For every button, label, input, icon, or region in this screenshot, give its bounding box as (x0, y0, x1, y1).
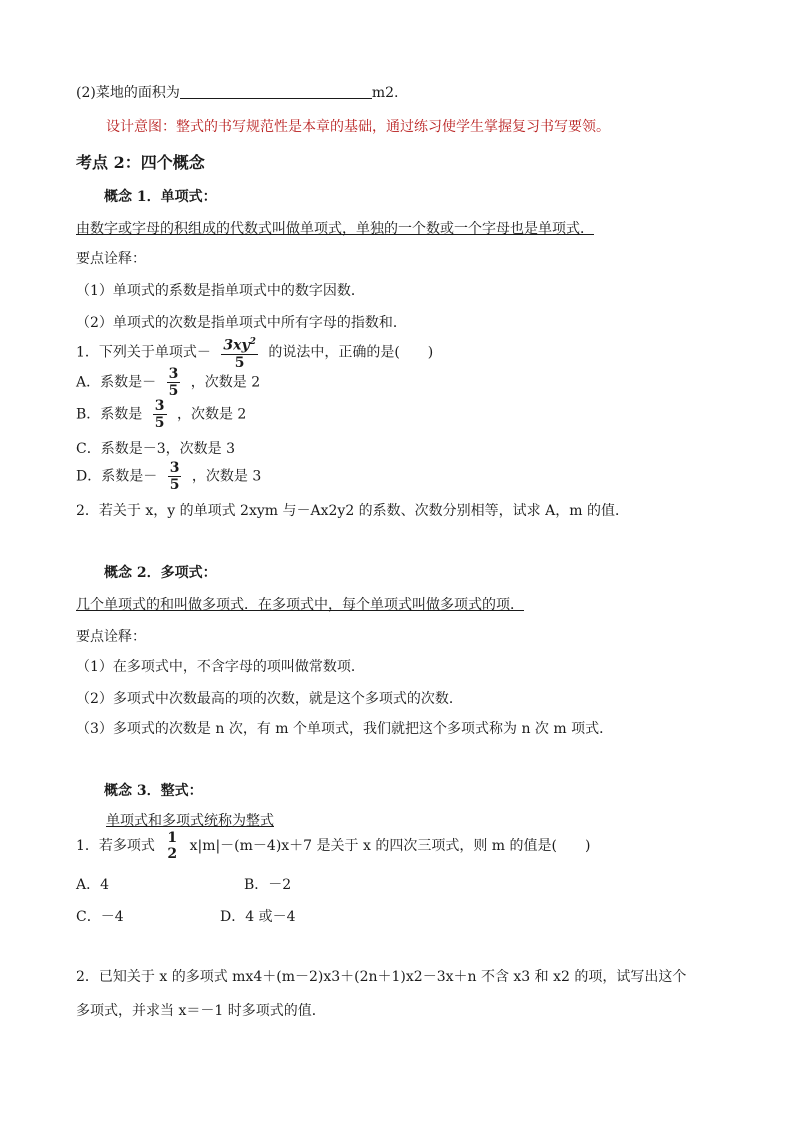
concept3-title: 概念 3．整式： (104, 783, 203, 799)
concept2-notes-label: 要点诠释： (76, 629, 146, 645)
option-c: C．系数是－3，次数是 3 (76, 441, 235, 457)
question-area (76, 82, 398, 102)
option-a-fraction (167, 366, 181, 399)
concept3-question-2-line1: 2．已知关于 x 的多项式 mx4＋(m－2)x3＋(2n＋1)x2－3x＋n 不含 x3 和 x2 的项，试写出这个 (76, 969, 687, 985)
option-d (76, 460, 261, 493)
concept3-option-c: C．－4 (76, 909, 124, 925)
concept3-question-2-line2: 多项式，并求当 x＝－1 时多项式的值． (76, 1003, 326, 1019)
option-d-suffix: ，次数是 3 (191, 468, 262, 485)
concept3-option-b: B．－2 (244, 877, 292, 893)
concept1-note-1: （1）单项式的系数是指单项式中的数字因数． (76, 283, 365, 299)
option-a-denominator: 5 (168, 383, 179, 399)
option-a (76, 366, 260, 399)
design-note: 设计意图：整式的书写规范性是本章的基础，通过练习使学生掌握复习书写要领。 (106, 119, 610, 135)
concept1-question-2: 2．若关于 x，y 的单项式 2xym 与－Ax2y2 的系数、次数分别相等，试求 A，m 的值． (76, 503, 629, 519)
option-b-prefix: B．系数是 (76, 406, 143, 423)
concept1-notes-label: 要点诠释： (76, 251, 146, 267)
option-a-numerator: 3 (168, 366, 179, 382)
fraction-numerator: 3xy (223, 337, 250, 354)
option-d-numerator: 3 (169, 460, 180, 476)
question-area-prefix: (2)菜地的面积为 (76, 85, 180, 101)
option-d-prefix: D．系数是－ (76, 468, 158, 485)
option-a-prefix: A．系数是－ (76, 374, 157, 391)
half-denominator: 2 (167, 846, 178, 862)
concept2-definition: 几个单项式的和叫做多项式．在多项式中，每个单项式叫做多项式的项． (76, 597, 524, 613)
concept2-note-1: （1）在多项式中，不含字母的项叫做常数项． (76, 659, 365, 675)
option-b-suffix: ，次数是 2 (176, 406, 247, 423)
concept1-title: 概念 1．单项式： (104, 189, 217, 205)
option-d-denominator: 5 (169, 477, 180, 493)
option-b-numerator: 3 (154, 398, 165, 414)
concept1-note-2: （2）单项式的次数是指单项式中所有字母的指数和． (76, 315, 407, 331)
question-area-unit: m2. (371, 85, 399, 101)
answer-blank (180, 84, 372, 99)
concept3-definition: 单项式和多项式统称为整式 (106, 813, 274, 829)
fraction-exponent: 2 (249, 337, 256, 347)
concept2-note-2: （2）多项式中次数最高的项的次数，就是这个多项式的次数． (76, 691, 463, 707)
concept1-definition: 由数字或字母的积组成的代数式叫做单项式，单独的一个数或一个字母也是单项式． (76, 221, 594, 237)
question-suffix: 的说法中，正确的是( ) (268, 344, 434, 361)
option-d-fraction (168, 460, 182, 493)
concept2-title: 概念 2．多项式： (104, 565, 217, 581)
option-a-suffix: ，次数是 2 (190, 374, 261, 391)
question-prefix: 1．若多项式 (76, 838, 155, 854)
concept3-question-1 (76, 830, 590, 862)
section-title: 考点 2：四个概念 (76, 153, 205, 172)
option-b (76, 398, 246, 431)
option-b-fraction (153, 398, 167, 431)
option-b-denominator: 5 (154, 415, 165, 431)
half-numerator: 1 (167, 830, 178, 846)
fraction-denominator: 5 (234, 354, 245, 371)
question-prefix: 1．下列关于单项式－ (76, 344, 211, 361)
question-suffix: x|m|－(m－4)x＋7 是关于 x 的四次三项式，则 m 的值是( ) (189, 838, 591, 854)
concept3-option-a: A．4 (76, 877, 110, 893)
concept2-note-3: （3）多项式的次数是 n 次，有 m 个单项式，我们就把这个多项式称为 n 次 m 项式． (76, 721, 614, 737)
half-fraction (165, 830, 179, 862)
concept3-option-d: D．4 或－4 (220, 909, 296, 925)
